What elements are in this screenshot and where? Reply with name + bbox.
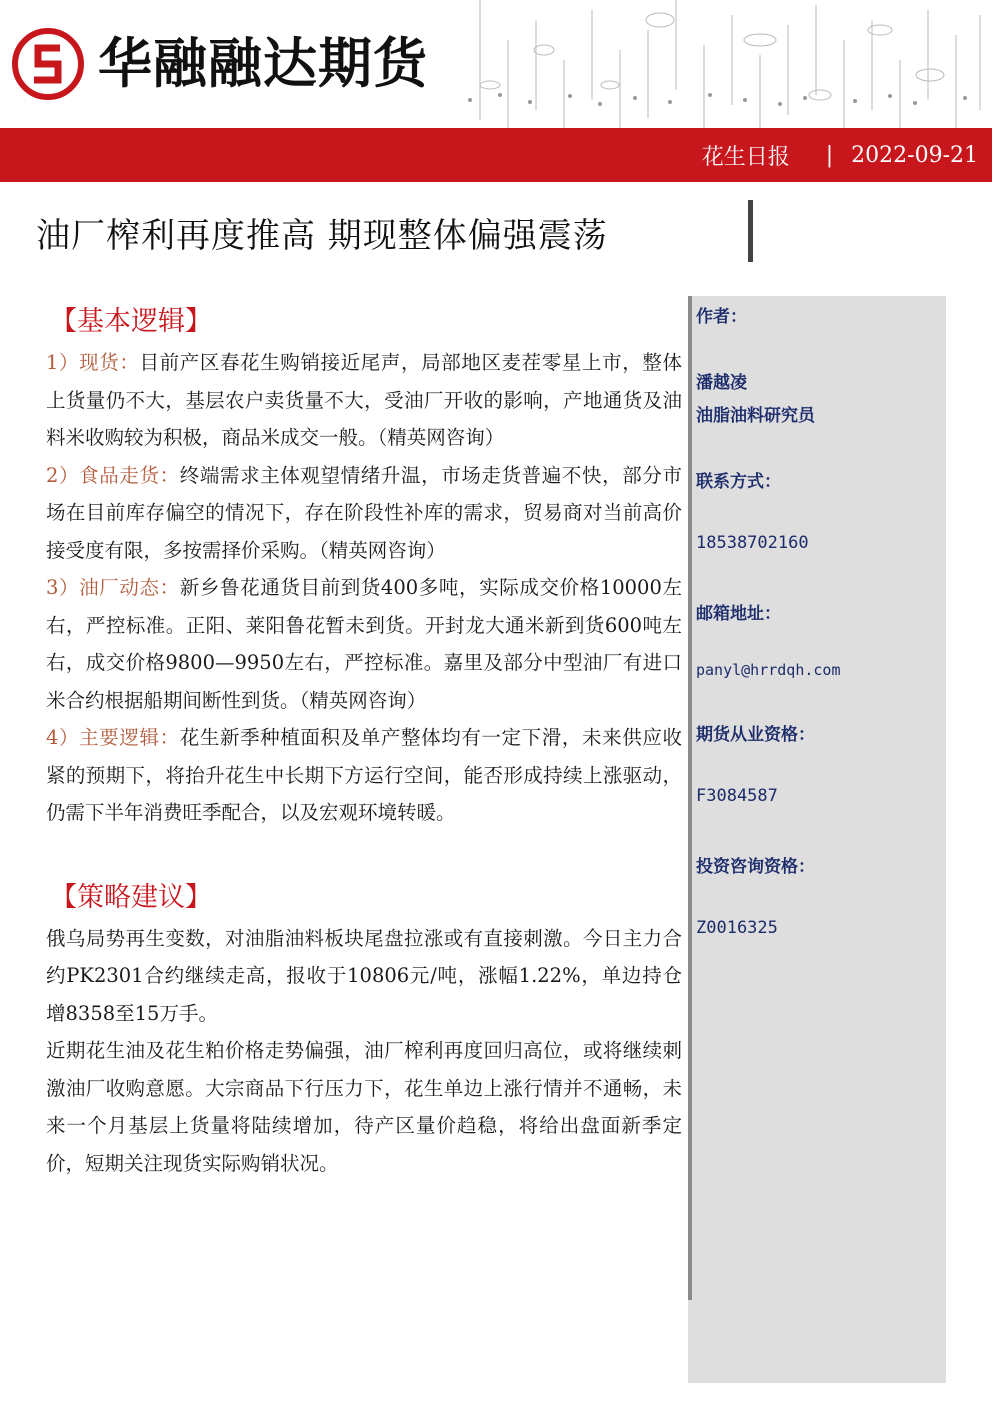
contact-label: 联系方式：: [696, 472, 781, 492]
email-label: 邮箱地址：: [696, 604, 781, 624]
report-type: 花生日报: [701, 144, 790, 170]
sidebar-divider: [688, 296, 692, 1300]
author-name: 潘越凌: [696, 373, 747, 393]
author-title: 油脂油料研究员: [696, 406, 815, 426]
futures-qualification-label: 期货从业资格：: [696, 725, 815, 745]
report-date: 2022-09-21: [851, 142, 978, 168]
author-label: 作者：: [696, 307, 747, 327]
email-value: panyl@hrrdqh.com: [696, 661, 841, 679]
page-title: 油厂榨利再度推高 期现整体偏强震荡: [36, 216, 608, 256]
paragraph-oil-mill: 3）油厂动态：新乡鲁花通货目前到货400多吨，实际成交价格10000左右，严控标准。正阳、莱阳鲁花暂未到货。开封龙大通米新到货600吨左右，成交价格9800—9950左右，严控标准。嘉里及部分中型油厂有进口米合约根据船期间断性到货。（精英网咨询）: [46, 576, 682, 712]
title-accent-bar: [748, 200, 753, 262]
section-title-strategy: 【策略建议】: [50, 881, 212, 913]
advisory-qualification-label: 投资咨询资格：: [696, 857, 815, 877]
section-title-basic-logic: 【基本逻辑】: [50, 306, 212, 337]
contact-value: 18538702160: [696, 533, 809, 553]
report-meta: [702, 128, 978, 182]
report-body: [46, 300, 682, 1182]
paragraph-strategy-1: 俄乌局势再生变数，对油脂油料板块尾盘拉涨或有直接刺激。今日主力合约PK2301合约继续走高，报收于10806元/吨，涨幅1.22%，单边持仓增8358至15万手。: [46, 926, 682, 1025]
meta-separator: |: [825, 142, 834, 168]
company-logo-icon: [12, 28, 84, 100]
paragraph-food-sales: 2）食品走货：终端需求主体观望情绪升温，市场走货普遍不快，部分市场在目前库存偏空的情况下，存在阶段性补库的需求，贸易商对当前高价接受度有限，多按需择价采购。（精英网咨询）: [46, 463, 682, 562]
paragraph-main-logic: 4）主要逻辑：花生新季种植面积及单产整体均有一定下滑，未来供应收紧的预期下，将抬升花生中长期下方运行空间，能否形成持续上涨驱动，仍需下半年消费旺季配合，以及宏观环境转暖。: [46, 726, 682, 824]
paragraph-strategy-2: 近期花生油及花生粕价格走势偏强，油厂榨利再度回归高位，或将继续刺激油厂收购意愿。大宗商品下行压力下，花生单边上涨行情并不通畅，未来一个月基层上货量将陆续增加，待产区量价趋稳，将给出盘面新季定价，短期关注现货实际购销状况。: [46, 1039, 682, 1175]
paragraph-spot: 1）现货：目前产区春花生购销接近尾声，局部地区麦茬零星上市，整体上货量仍不大，基层农户卖货量不大，受油厂开收的影响，产地通货及油料米收购较为积极，商品米成交一般。（精英网咨询）: [46, 351, 682, 449]
advisory-qualification-value: Z0016325: [696, 918, 778, 938]
report-header: [0, 0, 992, 182]
author-sidebar: [688, 296, 946, 1383]
company-name: 华融融达期货: [98, 32, 428, 95]
futures-qualification-value: F3084587: [696, 786, 778, 806]
decorative-pattern: [460, 0, 992, 128]
